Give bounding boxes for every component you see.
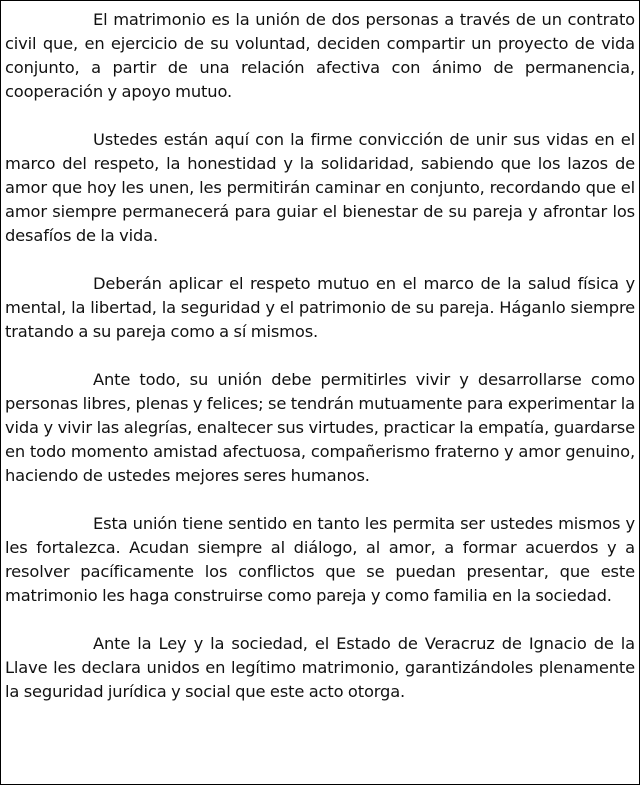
paragraph-union: Ante todo, su unión debe permitirles vivir y desarrollarse como personas libres, plenas y felices; se tendrán mutuamente para experimentar la vida y vivir las alegrías, enaltecer sus virtudes, practicar la empatía, guardarse en todo momento amistad afectuosa, compañerismo fraterno y amor genuino, haciendo de ustedes mejores seres humanos. bbox=[5, 370, 635, 485]
paragraph-dialogue: Esta unión tiene sentido en tanto les permita ser ustedes mismos y les fortalezca. Acudan siempre al diálogo, al amor, a formar acuerdos y a resolver pacíficamente los conflictos que se puedan presentar, que este matrimonio les haga construirse como pareja y como familia en la sociedad. bbox=[5, 514, 635, 605]
paragraph-conviction: Ustedes están aquí con la firme convicción de unir sus vidas en el marco del respeto, la honestidad y la solidaridad, sabiendo que los lazos de amor que hoy les unen, les permitirán caminar en conjunto, recordando que el amor siempre permanecerá para guiar el bienestar de su pareja y afrontar los desafíos de la vida. bbox=[5, 130, 635, 245]
document-body bbox=[5, 8, 635, 704]
paragraph-declaration: Ante la Ley y la sociedad, el Estado de Veracruz de Ignacio de la Llave les declara unidos en legítimo matrimonio, garantizándoles plenamente la seguridad jurídica y social que este acto otorga. bbox=[5, 634, 635, 701]
paragraph-respect: Deberán aplicar el respeto mutuo en el marco de la salud física y mental, la libertad, la seguridad y el patrimonio de su pareja. Háganlo siempre tratando a su pareja como a sí mismos. bbox=[5, 274, 635, 341]
paragraph-definition: El matrimonio es la unión de dos personas a través de un contrato civil que, en ejercicio de su voluntad, deciden compartir un proyecto de vida conjunto, a partir de una relación afectiva con ánimo de permanencia, cooperación y apoyo mutuo. bbox=[5, 10, 635, 101]
